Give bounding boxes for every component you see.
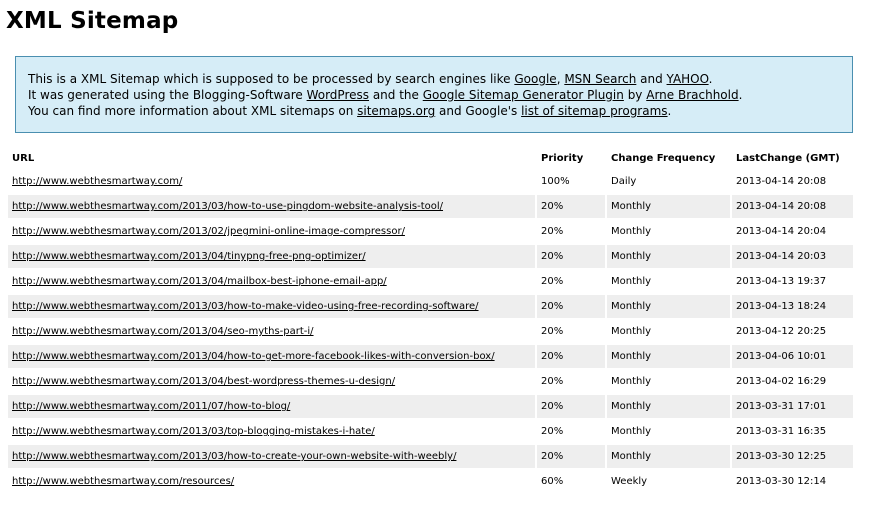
lastchange-cell: 2013-03-30 12:14 <box>736 476 827 487</box>
header-change-frequency: Change Frequency <box>611 152 716 164</box>
table-row <box>8 445 853 468</box>
priority-cell: 20% <box>537 245 605 268</box>
priority-cell: 60% <box>541 476 564 487</box>
priority-cell: 20% <box>541 326 564 337</box>
url-link[interactable]: http://www.webthesmartway.com/2013/03/how-to-make-video-using-free-recording-software/ <box>12 301 479 312</box>
url-link[interactable]: http://www.webthesmartway.com/2013/03/how-to-create-your-own-website-with-weebly/ <box>12 451 457 462</box>
page-title: XML Sitemap <box>6 8 179 34</box>
intro-line-1: This is a XML Sitemap which is supposed to be processed by search engines like Google, MSN Search and YAHOO. <box>28 72 713 86</box>
url-link[interactable]: http://www.webthesmartway.com/2013/03/how-to-use-pingdom-website-analysis-tool/ <box>12 201 444 212</box>
header-last-change: LastChange (GMT) <box>736 152 840 164</box>
url-cell <box>8 295 535 318</box>
url-cell <box>8 420 535 443</box>
url-link[interactable]: http://www.webthesmartway.com/2013/04/seo-myths-part-i/ <box>12 326 314 337</box>
lastchange-cell: 2013-04-06 10:01 <box>732 345 853 368</box>
lastchange-cell: 2013-03-31 16:35 <box>736 426 827 437</box>
lastchange-cell: 2013-04-14 20:04 <box>736 226 827 237</box>
url-link[interactable]: http://www.webthesmartway.com/2013/04/best-wordpress-themes-u-design/ <box>12 376 396 387</box>
table-row <box>8 220 853 243</box>
header-url: URL <box>12 152 35 164</box>
frequency-cell: Monthly <box>607 345 730 368</box>
author-link[interactable]: Arne Brachhold <box>646 88 739 102</box>
lastchange-cell: 2013-04-13 18:24 <box>732 295 853 318</box>
url-link[interactable]: http://www.webthesmartway.com/ <box>12 176 183 187</box>
url-cell <box>8 395 535 418</box>
url-cell <box>8 370 535 393</box>
url-cell <box>8 470 535 493</box>
url-cell <box>8 195 535 218</box>
intro-line-3: You can find more information about XML sitemaps on sitemaps.org and Google's list of sitemap programs. <box>28 104 672 118</box>
sitemap-table <box>6 146 855 495</box>
url-link[interactable]: http://www.webthesmartway.com/2013/02/jpegmini-online-image-compressor/ <box>12 226 405 237</box>
lastchange-cell: 2013-03-30 12:25 <box>732 445 853 468</box>
url-cell <box>8 170 535 193</box>
table-header-row <box>8 148 853 168</box>
url-link[interactable]: http://www.webthesmartway.com/2013/04/how-to-get-more-facebook-likes-with-conversion-box/ <box>12 351 495 362</box>
lastchange-cell: 2013-04-14 20:08 <box>736 176 827 187</box>
intro-box <box>15 56 853 133</box>
priority-cell: 20% <box>541 426 564 437</box>
url-link[interactable]: http://www.webthesmartway.com/2013/03/top-blogging-mistakes-i-hate/ <box>12 426 375 437</box>
priority-cell: 20% <box>537 195 605 218</box>
table-row <box>8 295 853 318</box>
wordpress-link[interactable]: WordPress <box>306 88 370 102</box>
frequency-cell: Monthly <box>607 195 730 218</box>
lastchange-cell: 2013-04-02 16:29 <box>736 376 827 387</box>
lastchange-cell: 2013-04-13 19:37 <box>736 276 827 287</box>
table-row <box>8 395 853 418</box>
table-row <box>8 270 853 293</box>
frequency-cell: Monthly <box>611 376 652 387</box>
url-cell <box>8 220 535 243</box>
frequency-cell: Monthly <box>607 445 730 468</box>
sitemaps-org-link[interactable]: sitemaps.org <box>357 104 436 118</box>
priority-cell: 20% <box>537 395 605 418</box>
url-link[interactable]: http://www.webthesmartway.com/2013/04/tinypng-free-png-optimizer/ <box>12 251 366 262</box>
frequency-cell: Monthly <box>611 426 652 437</box>
table-row <box>8 470 853 493</box>
frequency-cell: Monthly <box>611 276 652 287</box>
url-link[interactable]: http://www.webthesmartway.com/2013/04/mailbox-best-iphone-email-app/ <box>12 276 387 287</box>
lastchange-cell: 2013-04-14 20:03 <box>732 245 853 268</box>
header-priority: Priority <box>541 152 584 164</box>
intro-line-2: It was generated using the Blogging-Software WordPress and the Google Sitemap Generator Plugin by Arne Brachhold. <box>28 88 743 102</box>
table-row <box>8 320 853 343</box>
url-cell <box>8 445 535 468</box>
url-link[interactable]: http://www.webthesmartway.com/resources/ <box>12 476 235 487</box>
google-link[interactable]: Google <box>514 72 557 86</box>
frequency-cell: Monthly <box>607 245 730 268</box>
frequency-cell: Weekly <box>611 476 648 487</box>
lastchange-cell: 2013-04-12 20:25 <box>736 326 827 337</box>
priority-cell: 20% <box>537 345 605 368</box>
lastchange-cell: 2013-03-31 17:01 <box>732 395 853 418</box>
sitemap-programs-link[interactable]: list of sitemap programs <box>521 104 668 118</box>
priority-cell: 20% <box>541 376 564 387</box>
table-row <box>8 420 853 443</box>
url-cell <box>8 345 535 368</box>
table-row <box>8 170 853 193</box>
frequency-cell: Monthly <box>607 395 730 418</box>
frequency-cell: Monthly <box>611 326 652 337</box>
table-row <box>8 245 853 268</box>
url-cell <box>8 245 535 268</box>
table-row <box>8 370 853 393</box>
table-row <box>8 195 853 218</box>
frequency-cell: Monthly <box>607 295 730 318</box>
priority-cell: 20% <box>541 276 564 287</box>
priority-cell: 20% <box>537 445 605 468</box>
frequency-cell: Monthly <box>611 226 652 237</box>
lastchange-cell: 2013-04-14 20:08 <box>732 195 853 218</box>
table-row <box>8 345 853 368</box>
priority-cell: 20% <box>541 226 564 237</box>
priority-cell: 100% <box>541 176 570 187</box>
msn-search-link[interactable]: MSN Search <box>564 72 637 86</box>
yahoo-link[interactable]: YAHOO <box>666 72 709 86</box>
url-link[interactable]: http://www.webthesmartway.com/2011/07/how-to-blog/ <box>12 401 291 412</box>
frequency-cell: Daily <box>611 176 637 187</box>
priority-cell: 20% <box>537 295 605 318</box>
url-cell <box>8 270 535 293</box>
url-cell <box>8 320 535 343</box>
sitemap-generator-plugin-link[interactable]: Google Sitemap Generator Plugin <box>422 88 624 102</box>
